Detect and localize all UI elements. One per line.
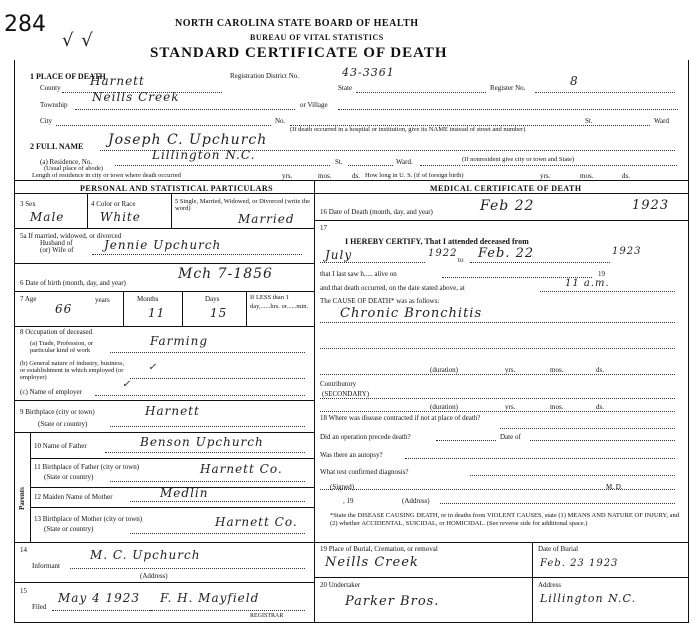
date-of-death-year: 1923	[632, 198, 670, 213]
occupation-c-label: (c) Name of employer	[20, 388, 82, 396]
registrar-signature: F. H. Mayfield	[160, 591, 260, 605]
contributory-label: Contributory	[320, 380, 357, 388]
attended-to-year: 1923	[612, 246, 642, 257]
sex-value: Male	[30, 210, 65, 224]
months-label: Months	[137, 295, 159, 303]
length-mos: mos.	[318, 172, 332, 180]
medical-section-header: MEDICAL CERTIFICATE OF DEATH	[430, 184, 582, 193]
father-name-label: 10 Name of Father	[34, 442, 87, 450]
length-yrs: yrs.	[282, 172, 293, 180]
occupation-c-value: ✓	[122, 379, 132, 390]
residence-sub: (Usual place of abode)	[44, 165, 104, 172]
footnote: *State the DISEASE CAUSING DEATH, or in deaths from VIOLENT CAUSES, state (1) MEANS AND NATURE OF INJURY, and (2) whether ACCIDENTAL, SUICIDAL, or HOMICIDAL. (See reverse side for additional space.)	[330, 512, 680, 527]
residence-st-label: St.	[335, 158, 343, 166]
burial-place-label: 19 Place of Burial, Cremation, or removal	[320, 545, 438, 553]
occupation-label: 8 Occupation of deceased	[20, 328, 93, 336]
informant-address-label: (Address)	[140, 572, 168, 580]
hospital-note: (If death occurred in a hospital or institution, give its NAME instead of street and number)	[290, 126, 526, 133]
check-marks: √ √	[62, 30, 94, 51]
length-ds: ds.	[352, 172, 360, 180]
informant-label: Informant	[32, 562, 60, 570]
undertaker-value: Parker Bros.	[345, 594, 440, 609]
spouse-label-2: Husband of	[40, 239, 73, 247]
village-label: or Village	[300, 101, 328, 109]
mother-birthplace-label: 13 Birthplace of Mother (city or town)	[34, 515, 143, 523]
duration-label-1: (duration)	[430, 366, 458, 374]
nonresident-note: (If nonresident give city or town and State)	[462, 156, 575, 163]
days-label: Days	[205, 295, 220, 303]
birthplace-label: 9 Birthplace (city or town)	[20, 408, 95, 416]
state-label: State	[338, 84, 352, 92]
birthplace-value: Harnett	[145, 404, 200, 418]
age-label: 7 Age	[20, 295, 37, 303]
marital-value: Married	[238, 212, 295, 226]
race-label: 4 Color or Race	[91, 200, 136, 208]
spouse-label-3: (or) Wife of	[40, 246, 74, 254]
operation-date-label: Date of	[500, 433, 521, 441]
file-number: 284	[4, 12, 46, 37]
residence-label: (a) Residence, No.	[40, 158, 93, 166]
bureau-title: BUREAU OF VITAL STATISTICS	[250, 33, 384, 42]
attended-from-value: July	[325, 248, 353, 262]
spouse-value: Jennie Upchurch	[104, 238, 222, 252]
informant-number: 14	[20, 546, 27, 554]
informant-value: M. C. Upchurch	[90, 548, 201, 562]
county-label: County	[40, 84, 61, 92]
dob-value: Mch 7-1856	[178, 266, 273, 282]
secondary-label: (SECONDARY)	[322, 390, 370, 398]
occupation-value: Farming	[150, 334, 209, 348]
signed-label: (Signed)	[330, 483, 355, 491]
disease-contracted-label: 18 Where was disease contracted if not at place of death?	[320, 414, 481, 422]
burial-date-value: Feb. 23 1923	[540, 558, 619, 569]
date-of-death-value: Feb 22	[480, 198, 535, 214]
cause-label: The CAUSE OF DEATH* was as follows:	[320, 297, 440, 305]
duration-yrs-2: yrs.	[505, 403, 516, 411]
personal-section-header: PERSONAL AND STATISTICAL PARTICULARS	[80, 184, 274, 193]
certify-text: I HEREBY CERTIFY, That I attended deceased from	[345, 237, 529, 246]
occupation-b-value: ✓	[148, 362, 158, 373]
attended-from-year: 1922	[428, 248, 458, 259]
attended-to-value: Feb. 22	[478, 246, 535, 261]
st-label: St.	[585, 117, 593, 125]
filed-number: 15	[20, 587, 27, 595]
county-value: Harnett	[90, 74, 145, 88]
marital-label: 5 Single, Married, Widowed, or Divorced (write the word)	[175, 198, 310, 212]
no-label: No.	[275, 117, 286, 125]
howlong-mos: mos.	[580, 172, 594, 180]
length-of-residence-label: Length of residence in city or town where death occurred	[32, 172, 181, 179]
mother-name-label: 12 Maiden Name of Mother	[34, 493, 113, 501]
physician-address-label: (Address)	[402, 497, 430, 505]
undertaker-address-value: Lillington N.C.	[540, 592, 637, 605]
place-of-death-label: 1 PLACE OF DEATH	[30, 72, 106, 81]
duration-yrs-1: yrs.	[505, 366, 516, 374]
autopsy-label: Was there an autopsy?	[320, 451, 383, 459]
last-saw-label: that I last saw h..... alive on	[320, 270, 397, 278]
father-name-value: Benson Upchurch	[140, 435, 264, 449]
death-occurred-time: 11 a.m.	[565, 278, 610, 289]
mother-name-value: Medlin	[160, 486, 209, 500]
cause-value: Chronic Bronchitis	[340, 306, 483, 321]
residence-ward-label: Ward.	[396, 158, 413, 166]
residence-value: Lillington N.C.	[152, 148, 256, 162]
city-label: City	[40, 117, 53, 125]
full-name-label: 2 FULL NAME	[30, 142, 84, 151]
father-birthplace-value: Harnett Co.	[200, 462, 283, 476]
page-title: STANDARD CERTIFICATE OF DEATH	[150, 45, 448, 61]
register-label: Register No.	[490, 84, 526, 92]
undertaker-address-label: Address	[538, 581, 561, 589]
filed-date: May 4 1923	[58, 591, 141, 605]
reg-district-value: 43-3361	[342, 66, 395, 79]
reg-district-label: Registration District No.	[230, 72, 300, 80]
registrar-label: REGISTRAR	[250, 613, 284, 619]
dob-label: 6 Date of birth (month, day, and year)	[20, 279, 126, 287]
signed-year: , 19	[343, 497, 354, 505]
agency-title: NORTH CAROLINA STATE BOARD OF HEALTH	[175, 18, 419, 29]
howlong-yrs: yrs.	[540, 172, 551, 180]
attended-to-label: to	[458, 256, 464, 264]
sex-label: 3 Sex	[20, 200, 36, 208]
last-saw-year: 19	[598, 270, 605, 278]
mother-birthplace-value: Harnett Co.	[215, 515, 298, 529]
township-value: Neills Creek	[92, 90, 180, 104]
age-years-label: years	[95, 296, 110, 304]
ward-label: Ward	[654, 117, 669, 125]
filed-label: Filed	[32, 603, 47, 611]
howlong-ds: ds.	[622, 172, 630, 180]
duration-ds-2: ds.	[596, 403, 604, 411]
duration-ds-1: ds.	[596, 366, 604, 374]
parents-vertical-label: Parents	[18, 487, 26, 510]
race-value: White	[100, 210, 141, 224]
burial-date-label: Date of Burial	[538, 545, 579, 553]
township-label: Township	[40, 101, 68, 109]
less-than-label: If LESS than 1 day,......hrs. or......min.	[250, 294, 309, 310]
operation-label: Did an operation precede death?	[320, 433, 411, 441]
burial-place-value: Neills Creek	[325, 555, 419, 570]
date-of-death-label: 16 Date of Death (month, day, and year)	[320, 208, 433, 216]
death-occurred-label: and that death occurred, on the date stated above, at	[320, 284, 465, 292]
occupation-b-label: (b) General nature of industry, business, or establishment in which employed (or employer)	[20, 360, 125, 381]
undertaker-label: 20 Undertaker	[320, 581, 361, 589]
md-label: M. D.	[606, 483, 623, 491]
birthplace-sub: (State or country)	[38, 420, 88, 428]
father-birthplace-sub: (State or country)	[44, 473, 94, 481]
duration-label-2: (duration)	[430, 403, 458, 411]
days-value: 15	[210, 306, 228, 320]
register-value: 8	[570, 74, 579, 88]
occupation-a-label: (a) Trade, Profession, or particular kind of work	[30, 340, 94, 354]
item-17-number: 17	[320, 224, 327, 232]
full-name-value: Joseph C. Upchurch	[108, 132, 268, 148]
father-birthplace-label: 11 Birthplace of Father (city or town)	[34, 463, 140, 471]
duration-mos-2: mos.	[550, 403, 564, 411]
how-long-label: How long in U. S. (if of foreign birth)	[365, 172, 464, 179]
spouse-label-1: 5a If married, widowed, or divorced	[20, 232, 122, 240]
diagnosis-label: What test confirmed diagnosis?	[320, 468, 409, 476]
mother-birthplace-sub: (State or country)	[44, 525, 94, 533]
age-value: 66	[55, 302, 73, 316]
months-value: 11	[148, 306, 166, 320]
duration-mos-1: mos.	[550, 366, 564, 374]
